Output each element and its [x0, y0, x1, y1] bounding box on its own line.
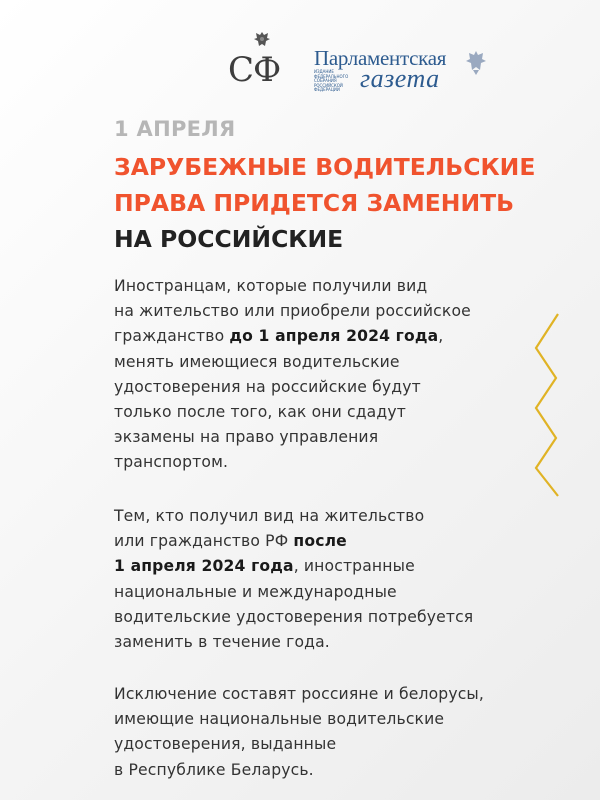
- paragraph-2: [114, 504, 473, 655]
- parliament-gazette-logo: [314, 44, 490, 93]
- text-line: национальные и международные: [114, 582, 397, 601]
- headline-line-3: НА РОССИЙСКИЕ: [114, 225, 344, 253]
- text-span: или гражданство РФ: [114, 532, 294, 551]
- text-line: Исключение составят россияне и белорусы,: [114, 685, 485, 703]
- text-line: водительские удостоверения потребуется: [114, 607, 474, 626]
- federation-council-eagle-icon: [252, 30, 272, 48]
- headline-line-1: ЗАРУБЕЖНЫЕ ВОДИТЕЛЬСКИЕ: [114, 153, 536, 181]
- text-span: ,: [438, 327, 444, 346]
- text-line: в Республике Беларусь.: [114, 760, 314, 779]
- text-line: [114, 529, 473, 554]
- paragraph-1: [114, 274, 471, 476]
- federation-council-logo: [228, 44, 298, 88]
- headline: [114, 149, 535, 257]
- text-span: гражданство: [114, 327, 230, 346]
- text-line: экзамены на право управления: [114, 428, 379, 447]
- text-line: Тем, кто получил вид на жительство: [114, 507, 425, 525]
- zigzag-decoration: [530, 312, 562, 498]
- parliament-gazette-eagle-icon: [464, 50, 488, 76]
- text-line: менять имеющиеся водительские: [114, 352, 400, 371]
- text-line: заменить в течение года.: [114, 633, 330, 652]
- date-label: 1 АПРЕЛЯ: [114, 117, 236, 141]
- emphasis-date: 1 апреля 2024 года: [114, 557, 294, 576]
- emphasis-after: после: [293, 532, 347, 551]
- text-line: удостоверения на российские будут: [114, 377, 421, 396]
- gazette-title-top: Парламентская: [314, 46, 447, 70]
- text-line: удостоверения, выданные: [114, 735, 337, 754]
- text-line: транспортом.: [114, 453, 229, 472]
- text-line: только после того, как они сдадут: [114, 403, 406, 422]
- gazette-small-caption: ИЗДАНИЕ ФЕДЕРАЛЬНОГО СОБРАНИЯ РОССИЙСКОЙ ФЕДЕРАЦИИ: [314, 69, 349, 93]
- emphasis-date: до 1 апреля 2024 года: [229, 327, 439, 346]
- text-line: Иностранцам, которые получили вид: [114, 277, 428, 295]
- text-line: имеющие национальные водительские: [114, 710, 445, 729]
- gazette-title-bottom: газета: [360, 64, 440, 93]
- headline-line-2: ПРАВА ПРИДЕТСЯ ЗАМЕНИТЬ: [114, 189, 515, 217]
- federation-council-letters: СФ: [228, 50, 281, 90]
- paragraph-3: [114, 682, 484, 783]
- text-line: [114, 324, 471, 349]
- text-span: , иностранные: [293, 557, 415, 576]
- text-line: [114, 554, 473, 579]
- logos-header: [228, 44, 490, 93]
- text-line: на жительство или приобрели российское: [114, 302, 471, 321]
